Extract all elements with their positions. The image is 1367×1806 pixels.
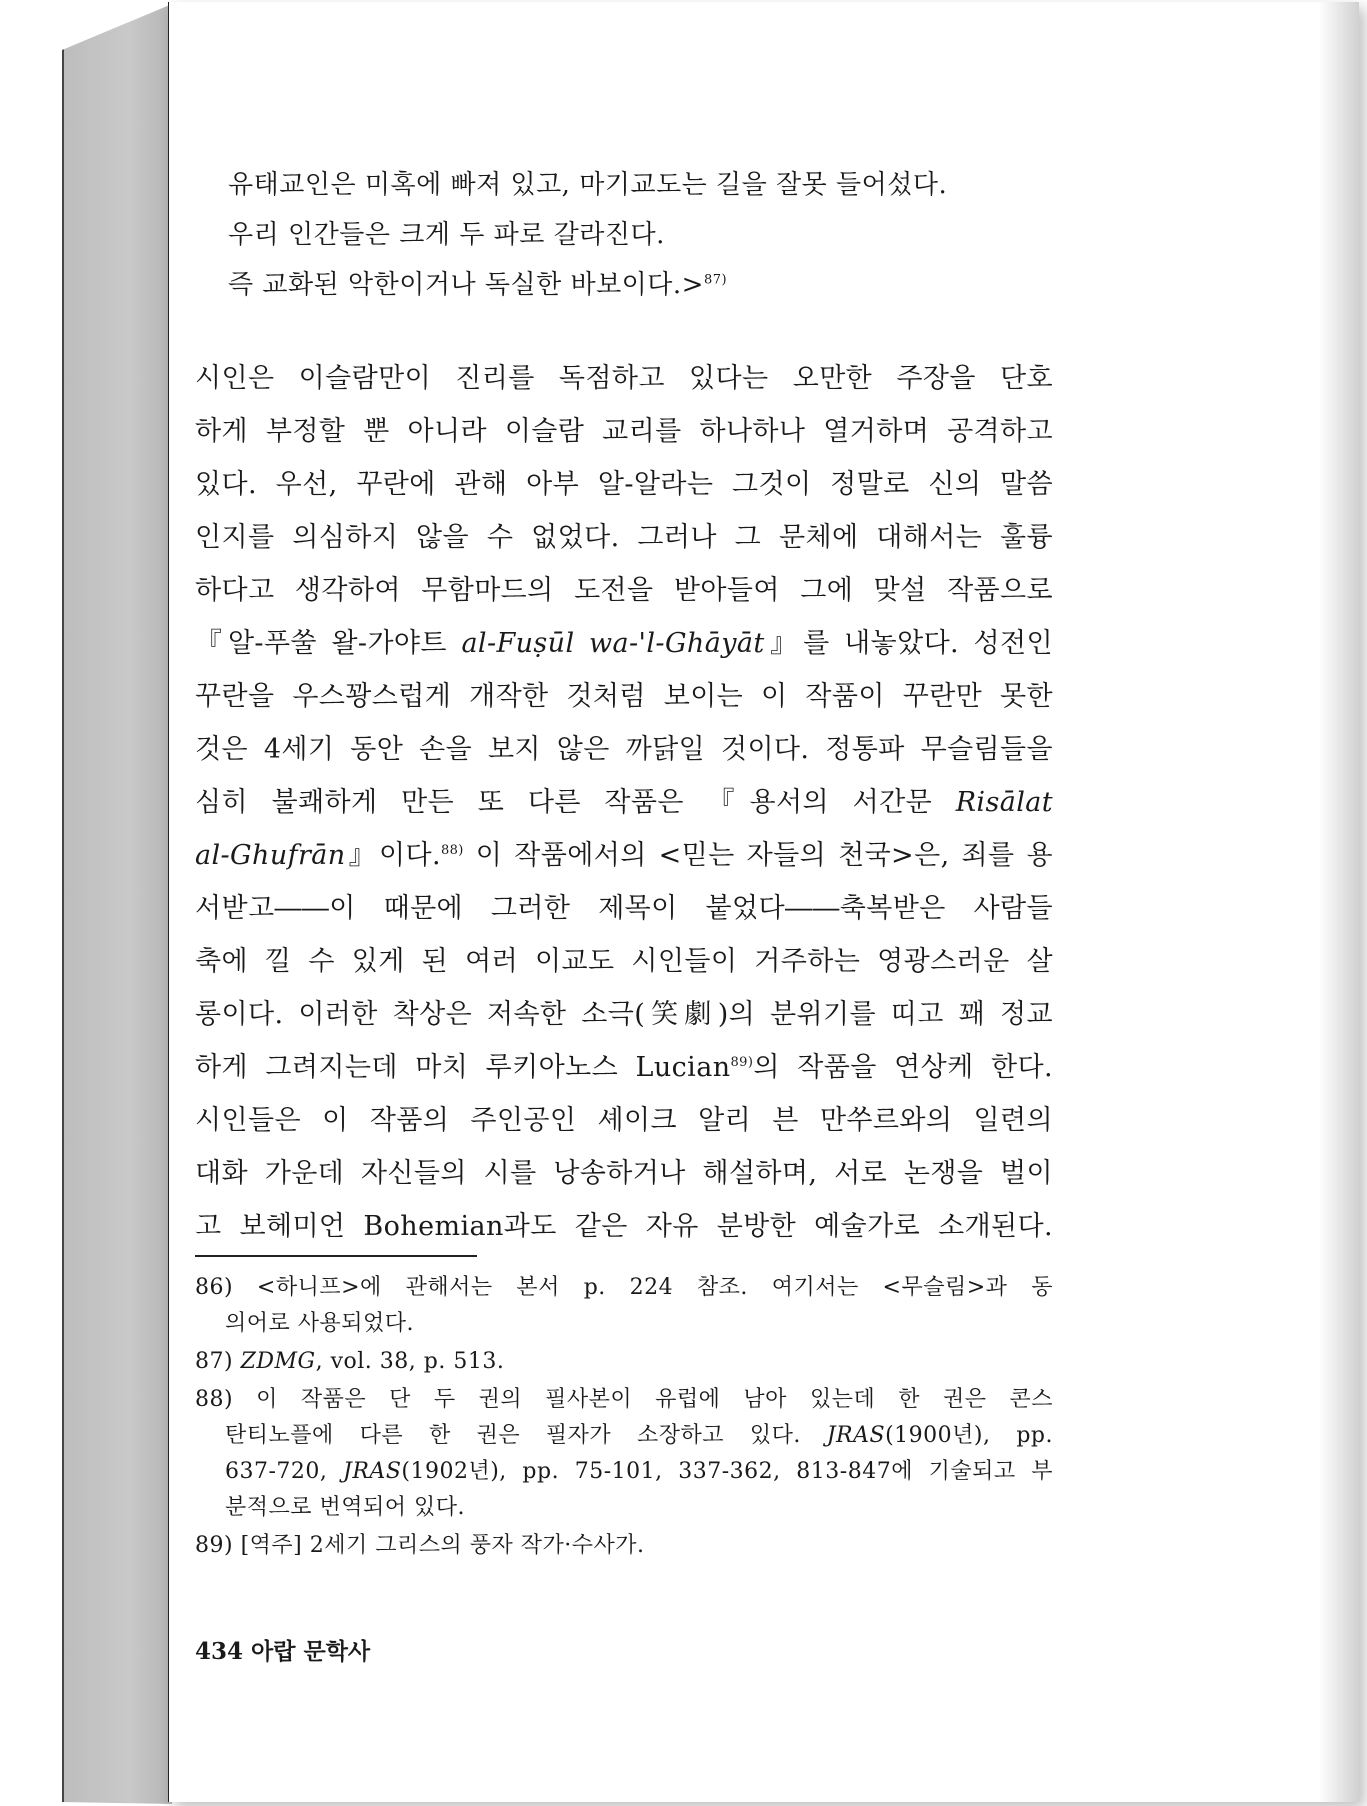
text-line: 롱이다. 이러한 착상은 저속한 소극(笑劇)의 분위기를 띠고 꽤 정교 <box>195 999 1053 1030</box>
footnote-line <box>195 1418 1053 1454</box>
body-paragraph <box>195 352 1053 1253</box>
text-run: 의 작품을 연상케 한다. <box>753 1052 1053 1083</box>
text-run: , vol. 38, p. 513. <box>315 1349 505 1374</box>
footnote-87 <box>195 1344 1053 1380</box>
footnote-line <box>195 1344 1053 1380</box>
text-run: 87) <box>195 1349 241 1374</box>
text-line: 하다고 생각하여 무함마드의 도전을 받아들여 그에 맞설 작품으로 <box>195 575 1053 606</box>
text-line <box>195 617 1053 670</box>
footnote-divider <box>195 1255 477 1257</box>
text-line: 시인들은 이 작품의 주인공인 셰이크 알리 븐 만쑤르와의 일련의 <box>195 1105 1053 1136</box>
italic-journal: JRAS <box>826 1423 886 1448</box>
book-title: 아랍 문학사 <box>251 1638 371 1665</box>
text-line: 서받고――이 때문에 그러한 제목이 붙었다――축복받은 사람들 <box>195 893 1053 924</box>
text-run: 탄티노플에 다른 한 권은 필자가 소장하고 있다. <box>225 1423 827 1448</box>
footnote-ref[interactable]: 89) <box>730 1055 754 1070</box>
footnote-88 <box>195 1382 1053 1526</box>
page-edge-shade <box>1319 2 1359 1802</box>
text-run: 』를 내놓았다. 성전인 <box>764 628 1054 659</box>
page-number: 434 <box>195 1638 244 1665</box>
text-line: 하게 부정할 뿐 아니라 이슬람 교리를 하나하나 열거하며 공격하고 <box>195 416 1053 447</box>
footnote-line: 분적으로 번역되어 있다. <box>225 1495 466 1520</box>
text-line <box>195 829 1053 882</box>
text-line: 인지를 의심하지 않을 수 없었다. 그러나 그 문체에 대해서는 훌륭 <box>195 522 1053 553</box>
footnote-line: 의어로 사용되었다. <box>225 1311 415 1336</box>
text-line: 축에 낄 수 있게 된 여러 이교도 시인들이 거주하는 영광스러운 살 <box>195 946 1053 977</box>
footnote-line: 86) <하니프>에 관해서는 본서 p. 224 참조. 여기서는 <무슬림>과 동 <box>195 1275 1053 1300</box>
quote-line-text: 즉 교화된 악한이거나 독실한 바보이다.> <box>228 270 704 300</box>
text-line <box>195 776 1053 829</box>
text-run: 심히 불쾌하게 만든 또 다른 작품은 『용서의 서간문 <box>195 787 956 818</box>
footnote-line: 88) 이 작품은 단 두 권의 필사본이 유럽에 남아 있는데 한 권은 콘스 <box>195 1387 1053 1412</box>
text-run: (1902년), pp. 75-101, 337-362, 813-847에 기술되고 부 <box>401 1459 1053 1484</box>
footnote-89 <box>195 1528 1053 1564</box>
footnote-ref[interactable]: 87) <box>703 272 728 288</box>
italic-journal: JRAS <box>343 1459 402 1484</box>
running-footer <box>195 1633 370 1666</box>
italic-title: Risālat <box>955 787 1053 818</box>
text-line: 고 보헤미언 Bohemian과도 같은 자유 분방한 예술가로 소개된다. <box>195 1211 1053 1242</box>
italic-title: al-Fuṣūl wa-'l-Ghāyāt <box>461 628 765 659</box>
text-line: 꾸란을 우스꽝스럽게 개작한 것처럼 보이는 이 작품이 꾸란만 못한 <box>195 681 1053 712</box>
footnote-line: 89) [역주] 2세기 그리스의 풍자 작가·수사가. <box>195 1533 645 1558</box>
text-line: 것은 4세기 동안 손을 보지 않은 까닭일 것이다. 정통파 무슬림들을 <box>195 734 1053 765</box>
quote-line <box>228 260 1028 310</box>
text-run: 하게 그려지는데 마치 루키아노스 Lucian <box>195 1052 731 1083</box>
text-run: 『알-푸쑬 왈-가야트 <box>195 628 462 659</box>
text-line: 있다. 우선, 꾸란에 관해 아부 알-알라는 그것이 정말로 신의 말씀 <box>195 469 1053 500</box>
italic-journal: ZDMG <box>240 1349 316 1374</box>
footnote-ref[interactable]: 88) <box>440 843 464 858</box>
quote-line: 유태교인은 미혹에 빠져 있고, 마기교도는 길을 잘못 들어섰다. <box>228 170 948 200</box>
italic-title: al-Ghufrān <box>195 840 346 871</box>
footnotes <box>195 1270 1053 1566</box>
text-run: (1900년), pp. <box>885 1423 1053 1448</box>
text-run: 이 작품에서의 <믿는 자들의 천국>은, 죄를 용 <box>463 840 1053 871</box>
book-spine <box>62 4 172 1804</box>
text-line: 대화 가운데 자신들의 시를 낭송하거나 해설하며, 서로 논쟁을 벌이 <box>195 1158 1053 1189</box>
verse-quote <box>228 160 1028 310</box>
footnote-86 <box>195 1270 1053 1342</box>
text-run: 』이다. <box>345 840 441 871</box>
text-line <box>195 1041 1053 1094</box>
text-line: 시인은 이슬람만이 진리를 독점하고 있다는 오만한 주장을 단호 <box>195 363 1053 394</box>
footnote-line <box>195 1454 1053 1490</box>
quote-line: 우리 인간들은 크게 두 파로 갈라진다. <box>228 220 665 250</box>
text-run: 637-720, <box>225 1459 344 1484</box>
